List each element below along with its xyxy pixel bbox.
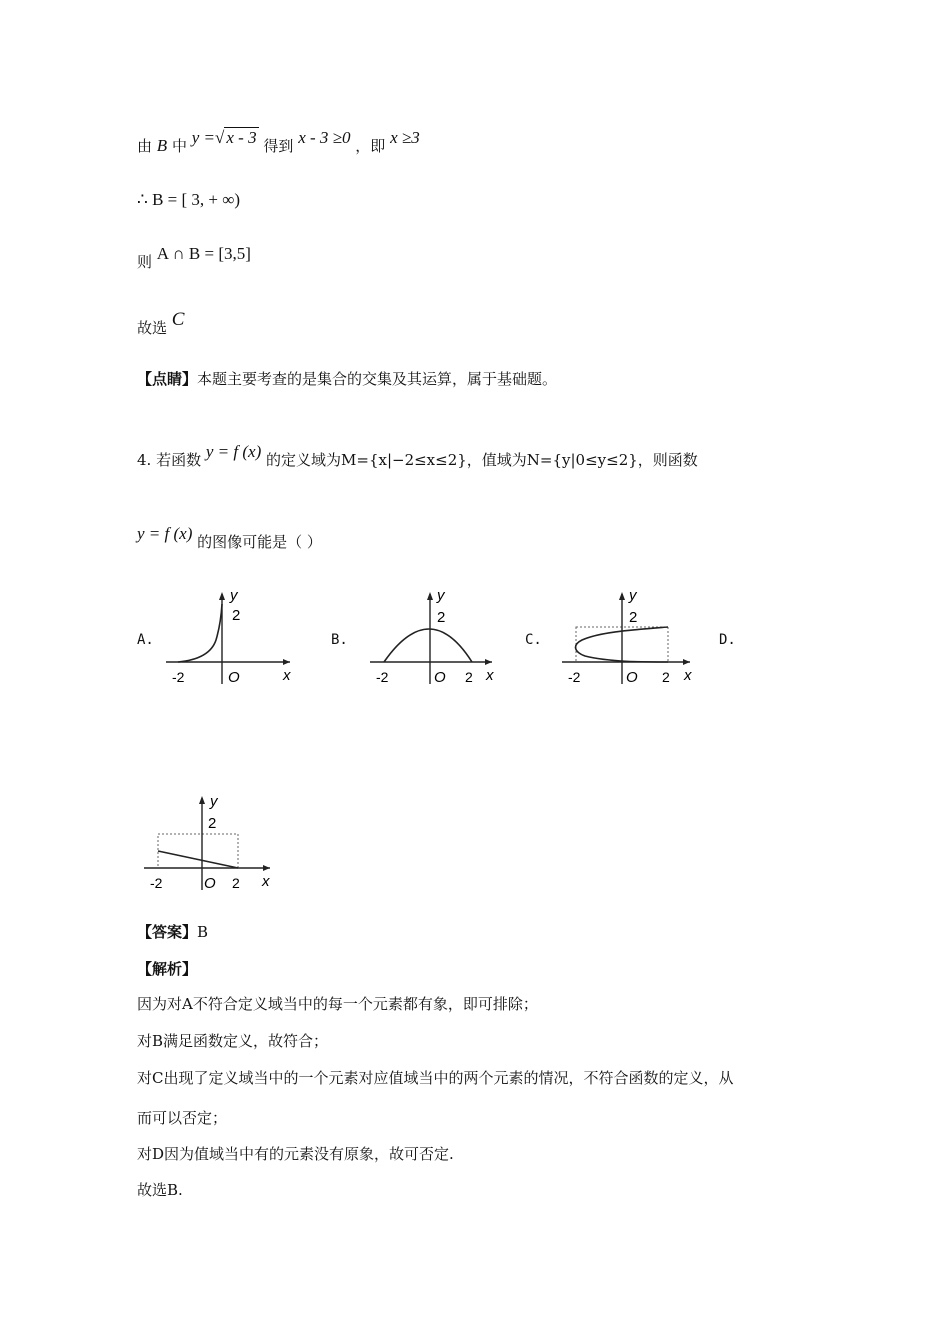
tick-neg2: -2 — [376, 669, 389, 685]
tick-neg2: -2 — [150, 875, 163, 891]
tick-2: 2 — [232, 607, 241, 624]
analysis-line-4: 而可以否定； — [137, 1109, 228, 1127]
var-b: B — [156, 136, 168, 155]
x-label: x — [283, 667, 291, 684]
option-a-label: A. — [137, 632, 154, 648]
solution-line-1: 由 B 中 y =√ x - 3 得到 x - 3 ≥0 ，即 x ≥3 — [137, 128, 420, 155]
tick-2: 2 — [208, 815, 217, 832]
function-expr: y = f (x) — [137, 524, 193, 543]
origin-label: O — [204, 875, 216, 892]
y-label: y — [437, 587, 445, 604]
x-label: x — [262, 873, 270, 890]
origin-label: O — [228, 669, 240, 686]
x-label: x — [684, 667, 692, 684]
text: 中 — [171, 137, 187, 155]
condition: x - 3 ≥0 — [298, 128, 351, 147]
dianjing-text: 本题主要考查的是集合的交集及其运算，属于基础题。 — [197, 370, 558, 388]
tick-2-x: 2 — [662, 669, 670, 685]
option-d-label: D. — [719, 632, 736, 648]
text: ，即 — [355, 137, 386, 155]
tick-neg2: -2 — [172, 669, 185, 685]
answer-value: B — [197, 923, 209, 941]
result: x ≥3 — [390, 128, 420, 147]
x-label: x — [486, 667, 494, 684]
option-b-label: B. — [331, 632, 348, 648]
origin-label: O — [626, 669, 638, 686]
equation: y = — [191, 128, 216, 147]
question-text: 的定义域为M={x|−2≤x≤2}，值域为N={y|0≤y≤2}，则函数 — [266, 451, 698, 469]
text: 故选 — [137, 319, 168, 337]
choice: C — [171, 309, 185, 330]
tick-neg2: -2 — [568, 669, 581, 685]
graph-d-bounding-box — [158, 834, 238, 868]
text: 则 — [137, 253, 153, 271]
solution-line-2: ∴ B = [ 3, + ∞) — [137, 190, 241, 209]
question-text: 的图像可能是（ ） — [197, 533, 322, 551]
answer-line — [137, 922, 208, 942]
answer-tag: 【答案】 — [137, 923, 198, 941]
text: 由 — [137, 137, 153, 155]
y-arrow-icon — [199, 796, 205, 804]
analysis-line-5: 对D因为值域当中有的元素没有原象，故可否定. — [137, 1145, 454, 1163]
y-label: y — [230, 587, 238, 604]
analysis-line-6: 故选B. — [137, 1181, 183, 1199]
tick-2-x: 2 — [465, 669, 473, 685]
tick-2: 2 — [629, 609, 638, 626]
x-arrow-icon — [263, 865, 270, 871]
tick-2-x: 2 — [232, 875, 240, 891]
dianjing-tag: 【点睛】 — [137, 370, 198, 388]
function-expr: y = f (x) — [205, 442, 262, 461]
intersection-expr: A ∩ B = [3,5] — [156, 244, 251, 263]
question-number: 4. 若函数 — [137, 451, 202, 469]
origin-label: O — [434, 669, 446, 686]
text: 得到 — [263, 137, 294, 155]
analysis-line-2: 对B满足函数定义，故符合； — [137, 1032, 329, 1050]
analysis-tag: 【解析】 — [137, 960, 198, 978]
radicand: x - 3 — [226, 128, 257, 147]
tick-2: 2 — [437, 609, 446, 626]
analysis-line-1: 因为对A不符合定义域当中的每一个元素都有象，即可排除； — [137, 995, 538, 1013]
y-label: y — [629, 587, 637, 604]
option-c-label: C. — [525, 632, 542, 648]
y-label: y — [210, 793, 218, 810]
analysis-line-3: 对C出现了定义域当中的一个元素对应值域当中的两个元素的情况，不符合函数的定义，从 — [137, 1069, 734, 1087]
graph-d-line — [158, 851, 238, 868]
